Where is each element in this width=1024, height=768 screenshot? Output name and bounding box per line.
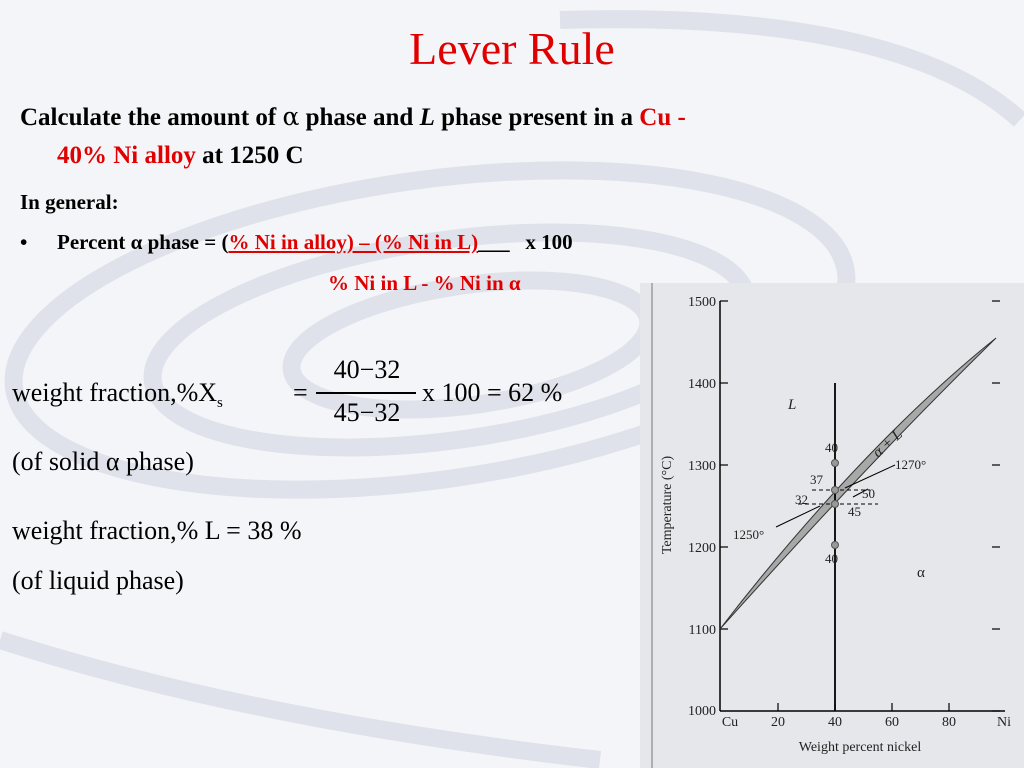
x-tick-label: 60 <box>885 715 899 730</box>
percent-formula <box>20 230 573 255</box>
comp-label: 37 <box>810 472 823 487</box>
calc-numerator: 40−32 <box>333 355 401 384</box>
calc-rhs: x 100 = 62 % <box>422 378 563 407</box>
temp-1250-label: 1250° <box>733 527 765 542</box>
problem-text: phase present in a <box>441 104 640 131</box>
liquid-region-label: L <box>788 397 797 413</box>
problem-text: at 1250 C <box>195 142 304 169</box>
formula-prefix: Percent α phase = ( <box>57 230 229 254</box>
alloy-label: Cu - <box>639 104 686 131</box>
cu-ni-phase-diagram <box>640 283 1024 768</box>
alpha-symbol: α <box>282 102 300 131</box>
temp-1270-label: 1270° <box>895 457 927 472</box>
solid-phase-note: (of solid α phase) <box>12 447 194 476</box>
formula-denominator: % Ni in L - % Ni in α <box>328 271 521 295</box>
alpha-region-label: α <box>917 565 925 581</box>
calc-lhs: weight fraction,%X <box>12 378 218 407</box>
y-tick-label: 1300 <box>688 459 716 474</box>
y-tick-label: 1500 <box>688 295 716 310</box>
bullet: • <box>20 230 28 254</box>
slide-title: Lever Rule <box>409 23 615 74</box>
in-general-heading: In general: <box>20 190 119 214</box>
comp-label: 45 <box>848 504 861 519</box>
y-tick-label: 1200 <box>688 541 716 556</box>
liquid-symbol: L <box>419 104 435 131</box>
x-tick-label: 40 <box>828 715 842 730</box>
y-tick-label: 1100 <box>688 623 716 638</box>
comp-label: 40 <box>825 551 838 566</box>
problem-text: Calculate the amount of <box>20 104 283 131</box>
alloy-label: 40% Ni alloy <box>57 142 196 169</box>
comp-label: 40 <box>825 440 838 455</box>
diagram-panel <box>640 283 1024 768</box>
formula-numerator: % Ni in alloy) – (% Ni in L) <box>228 230 479 254</box>
problem-text: phase and <box>305 104 420 131</box>
x-tick-label: 80 <box>942 715 956 730</box>
formula-underscore: ___ <box>478 230 510 254</box>
comp-label: 32 <box>795 492 808 507</box>
x-axis-label: Weight percent nickel <box>798 740 922 755</box>
fraction-bar <box>316 392 416 394</box>
y-axis-label: Temperature (°C) <box>660 455 675 555</box>
comp-label: 50 <box>862 486 875 501</box>
x-tick-label: Cu <box>721 715 739 730</box>
problem-statement-cont <box>57 142 304 170</box>
calc-subscript: s <box>217 395 223 411</box>
problem-statement <box>20 102 686 132</box>
y-tick-label: 1400 <box>688 377 716 392</box>
liquid-phase-note: (of liquid phase) <box>12 566 184 595</box>
x-tick-label: 20 <box>771 715 785 730</box>
alpha-liquid-region-label: α + L <box>869 426 906 461</box>
weight-fraction-solid <box>12 378 223 411</box>
calc-equals: = <box>293 378 308 407</box>
y-tick-label: 1000 <box>688 704 716 719</box>
calc-denominator: 45−32 <box>333 398 401 427</box>
x-tick-label: Ni <box>997 715 1011 730</box>
weight-fraction-liquid: weight fraction,% L = 38 % <box>12 516 302 545</box>
formula-times: x 100 <box>525 230 573 254</box>
